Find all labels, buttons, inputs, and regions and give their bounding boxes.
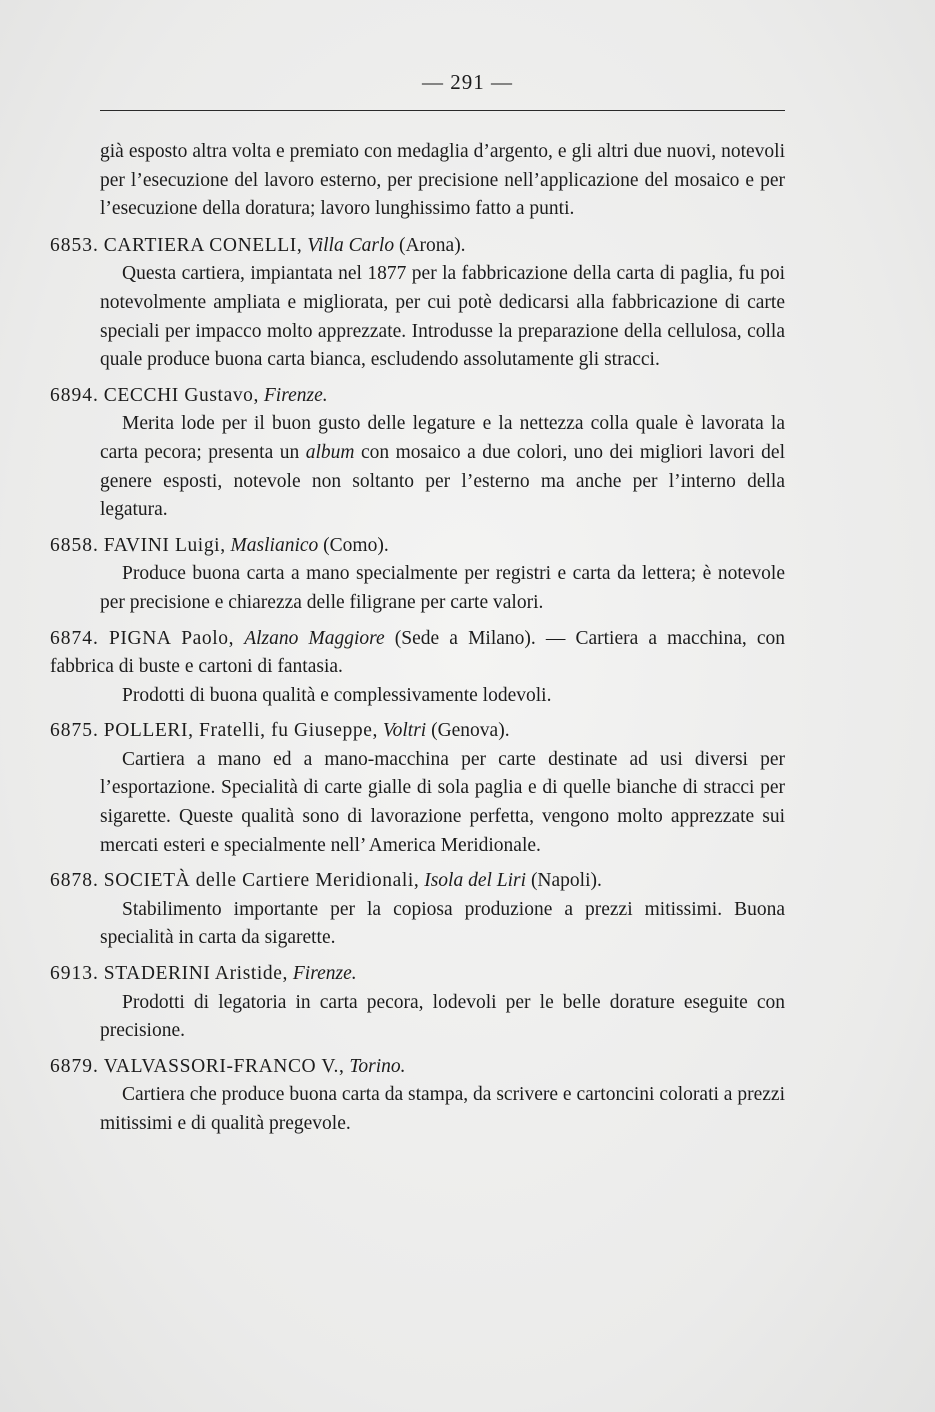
entry-location: (Como). — [323, 534, 389, 556]
entry-number: 6875. — [50, 720, 99, 742]
entry-name: POLLERI, Fratelli, fu Giuseppe, — [103, 720, 378, 742]
entry-text-part: Merita lode per il buon gusto delle legature e la nettezza colla quale è lavorata la carta pecora; presenta un — [100, 413, 785, 463]
entry-place: Voltri — [382, 720, 427, 742]
entry-number: 6878. — [50, 870, 99, 892]
entry-place: Torino. — [349, 1055, 406, 1077]
entry-text: Prodotti di legatoria in carta pecora, lodevoli per le belle dorature eseguite con precisione. — [100, 991, 785, 1042]
entry-place: Alzano Maggiore — [244, 627, 385, 649]
intro-paragraph: già esposto altra volta e premiato con medaglia d’argento, e gli altri due nuovi, notevoli per l’esecuzione del lavoro esterno, per precisione nell’applicazione del mosaico e per l’esecuzione della doratura; lavoro lunghissimo fatto a punti. — [100, 141, 785, 220]
entry-heading — [50, 382, 785, 411]
entry-name: VALVASSORI-FRANCO V., — [103, 1055, 345, 1077]
entry-number: 6879. — [50, 1055, 99, 1077]
entry-place: Firenze. — [292, 963, 357, 985]
entry-place: Maslianico — [230, 534, 319, 556]
header-rule — [100, 110, 785, 111]
entry-number: 6894. — [50, 384, 99, 406]
entry-heading — [50, 532, 785, 561]
entry-text: Cartiera a mano ed a mano-macchina per carte destinate ad usi diversi per l’esportazione. Specialità di carte gialle di sola paglia e di quelle bianche di stracci per sigarette. Queste qualità sono di lavorazione perfetta, vengono molto apprezzate sui mercati esteri e specialmente nell’ America Meridionale. — [100, 748, 785, 856]
entry-location: (Genova). — [431, 720, 510, 742]
entry-text — [100, 410, 785, 524]
catalog-entry — [50, 532, 785, 618]
catalog-entry — [50, 232, 785, 375]
entry-text-italic: album — [305, 441, 355, 463]
catalog-entry — [50, 867, 785, 953]
entry-number: 6858. — [50, 534, 99, 556]
entry-name: CECCHI Gustavo, — [103, 384, 259, 406]
catalog-entry — [50, 1053, 785, 1139]
entry-place: Villa Carlo — [307, 234, 395, 256]
catalog-entry — [50, 717, 785, 860]
catalog-entry — [50, 625, 785, 711]
page-body — [50, 138, 785, 1146]
entry-location: (Napoli). — [530, 870, 602, 892]
entry-number: 6853. — [50, 234, 99, 256]
entry-heading — [50, 960, 785, 989]
entry-text: Questa cartiera, impiantata nel 1877 per la fabbricazione della carta di paglia, fu poi notevolmente ampliata e migliorata, per cui potè dedicarsi alla fabbricazione di carte speciali per impacco molto apprezzate. Introdusse la preparazione della cellulosa, colla quale produce buona carta bianca, escludendo assolutamente gli stracci. — [100, 263, 785, 371]
entry-text: Stabilimento importante per la copiosa produzione a prezzi mitissimi. Buona specialità in carta da sigarette. — [100, 898, 785, 949]
entry-place: Firenze. — [263, 384, 328, 406]
entry-heading — [50, 625, 785, 682]
entry-location: (Arona). — [398, 234, 466, 256]
entry-place: Isola del Liri — [424, 870, 527, 892]
entry-name: STADERINI Aristide, — [103, 963, 288, 985]
entry-location: (Sede a Milano). — Cartiera a macchina, con fabbrica di buste e cartoni di fantasia. — [50, 627, 785, 678]
entry-name: PIGNA Paolo, — [108, 627, 235, 649]
entry-heading — [50, 717, 785, 746]
catalog-entry — [50, 382, 785, 525]
entry-heading — [50, 1053, 785, 1082]
entry-heading — [50, 867, 785, 896]
entry-text: Cartiera che produce buona carta da stampa, da scrivere e cartoncini colorati a prezzi mitissimi e di qualità pregevole. — [100, 1084, 785, 1134]
entry-heading — [50, 232, 785, 261]
entry-name: FAVINI Luigi, — [103, 534, 226, 556]
entry-number: 6913. — [50, 963, 99, 985]
entry-text-part: con mosaico a due colori, uno dei migliori lavori del genere esposti, notevole non soltanto per l’esterno ma anche per l’interno della legatura. — [100, 441, 785, 521]
page-number: — 291 — — [422, 70, 513, 94]
entry-name: SOCIETÀ delle Cartiere Meridionali, — [103, 870, 420, 892]
entry-text: Produce buona carta a mano specialmente per registri e carta da lettera; è notevole per precisione e chiarezza delle filigrane per carte valori. — [100, 563, 785, 613]
entry-number: 6874. — [50, 627, 99, 649]
entry-name: CARTIERA CONELLI, — [103, 234, 303, 256]
catalog-entry — [50, 960, 785, 1046]
entry-text: Prodotti di buona qualità e complessivamente lodevoli. — [122, 684, 552, 706]
